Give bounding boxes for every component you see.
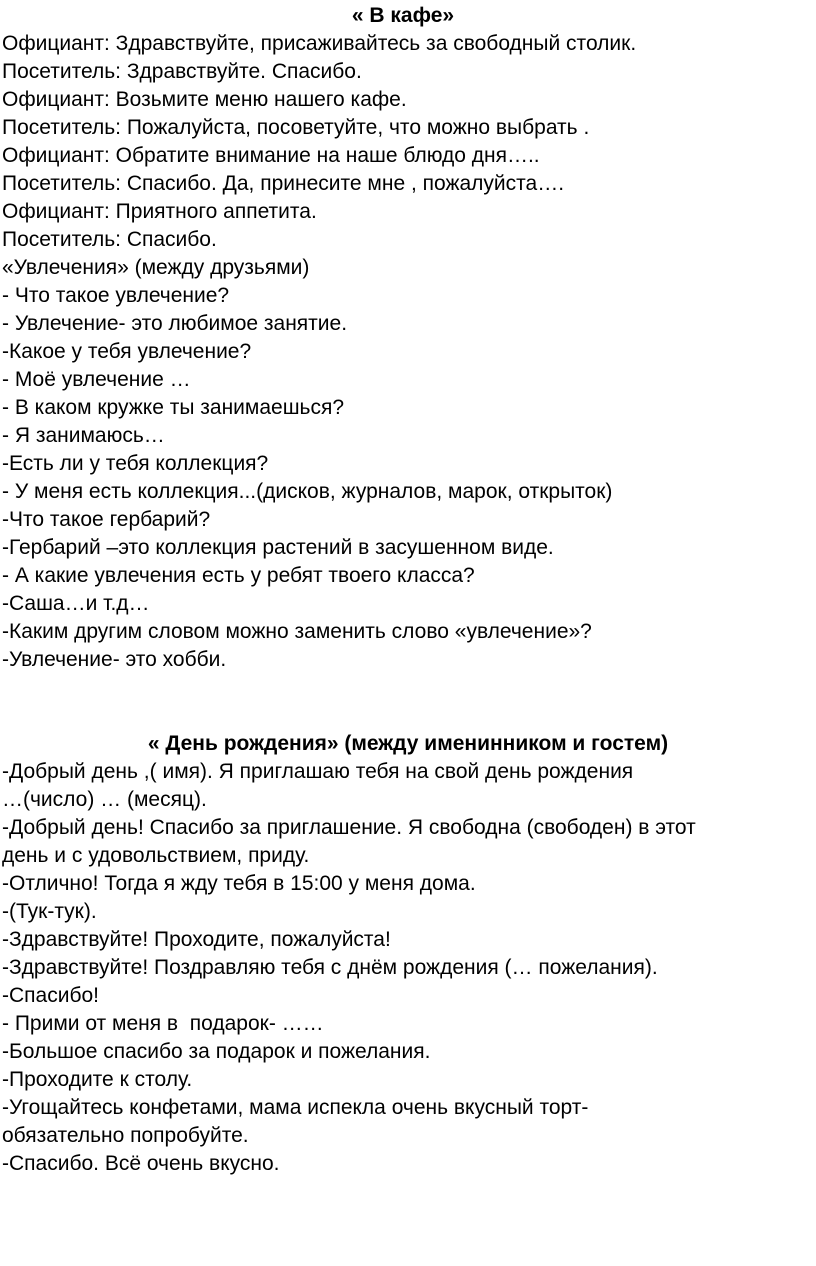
text-line: Официант: Здравствуйте, присаживайтесь за свободный столик. [2,32,637,55]
text-line: -Добрый день ,( имя). Я приглашаю тебя на свой день рождения [2,760,634,783]
text-line: Официант: Обратите внимание на наше блюдо дня….. [2,144,540,167]
text-line: -Спасибо! [2,984,99,1007]
text-line: - А какие увлечения есть у ребят твоего класса? [2,564,475,587]
text-line: Официант: Приятного аппетита. [2,200,317,223]
text-line: - Прими от меня в подарок- …… [2,1012,324,1035]
text-line: Посетитель: Спасибо. [2,228,217,251]
text-line: -Гербарий –это коллекция растений в засушенном виде. [2,536,554,559]
text-line: …(число) … (месяц). [2,788,207,811]
section-gap [0,674,816,730]
text-line: Посетитель: Здравствуйте. Спасибо. [2,60,362,83]
text-line: - Увлечение- это любимое занятие. [2,312,348,335]
text-line: -Большое спасибо за подарок и пожелания. [2,1040,431,1063]
text-line: -Каким другим словом можно заменить слово «увлечение»? [2,620,592,643]
text-line: -Добрый день! Спасибо за приглашение. Я свободна (свободен) в этот [2,816,696,839]
text-line: -Здравствуйте! Поздравляю тебя с днём рождения (… пожелания). [2,956,658,979]
dialogue-birthday [0,758,816,1178]
text-line: - Я занимаюсь… [2,424,165,447]
section-title-birthday: « День рождения» (между именинником и гостем) [147,732,669,755]
text-line: -Здравствуйте! Проходите, пожалуйста! [2,928,391,951]
text-line: -Угощайтесь конфетами, мама испекла очень вкусный торт- [2,1096,589,1119]
text-line: - Что такое увлечение? [2,284,230,307]
text-line: обязательно попробуйте. [2,1124,249,1147]
text-line: -Какое у тебя увлечение? [2,340,252,363]
text-line: Официант: Возьмите меню нашего кафе. [2,88,407,111]
dialogue-cafe-hobbies [0,30,816,674]
text-line: -Саша…и т.д… [2,592,150,615]
text-line: -Проходите к столу. [2,1068,193,1091]
text-line: «Увлечения» (между друзьями) [2,256,310,279]
text-line: - У меня есть коллекция...(дисков, журналов, марок, открыток) [2,480,613,503]
text-line: -Что такое гербарий? [2,508,211,531]
section-birthday [0,730,816,1178]
text-line: -Спасибо. Всё очень вкусно. [2,1152,280,1175]
text-line: Посетитель: Пожалуйста, посоветуйте, что можно выбрать . [2,116,590,139]
text-line: - Моё увлечение … [2,368,191,391]
text-line: -Есть ли у тебя коллекция? [2,452,269,475]
text-line: -Отлично! Тогда я жду тебя в 15:00 у меня дома. [2,872,476,895]
text-line: -Увлечение- это хобби. [2,648,227,671]
text-line: день и с удовольствием, приду. [2,844,310,867]
section-title-cafe: « В кафе» [351,4,455,27]
text-line: Посетитель: Спасибо. Да, принесите мне , пожалуйста…. [2,172,565,195]
text-line: - В каком кружке ты занимаешься? [2,396,345,419]
text-line: -(Тук-тук). [2,900,97,923]
